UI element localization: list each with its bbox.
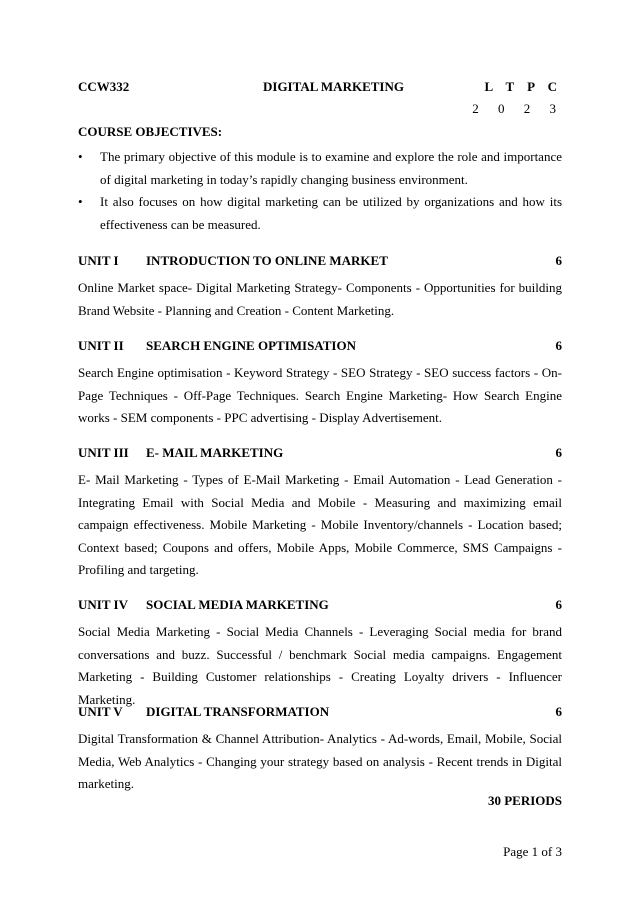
unit-number: UNIT II	[78, 338, 124, 353]
objectives-heading: COURSE OBJECTIVES:	[78, 124, 223, 139]
unit-section	[78, 445, 562, 582]
unit-hours: 6	[555, 704, 562, 719]
objective-text: It also focuses on how digital marketing can be utilized by organizations and how its effectiveness can be measured.	[100, 194, 562, 232]
unit-content: Social Media Marketing - Social Media Channels - Leveraging Social media for brand conversations and buzz. Successful / benchmark Social media campaigns. Engagement Marketing - Building Customer relationships - Creating Loyalty drivers - Influencer Marketing.	[78, 624, 562, 707]
objective-item	[78, 146, 562, 191]
bullet-icon: •	[78, 194, 83, 209]
unit-hours: 6	[555, 253, 562, 268]
page-number: Page 1 of 3	[503, 844, 562, 859]
objective-item	[78, 191, 562, 236]
unit-section	[78, 253, 562, 322]
unit-heading	[78, 597, 562, 615]
bullet-icon: •	[78, 149, 83, 164]
unit-title: SOCIAL MEDIA MARKETING	[146, 597, 329, 612]
course-header	[78, 79, 562, 95]
unit-section	[78, 704, 562, 796]
objectives-list	[78, 146, 562, 236]
unit-heading	[78, 445, 562, 463]
unit-content: Search Engine optimisation - Keyword Strategy - SEO Strategy - SEO success factors - On-Page Techniques - Off-Page Techniques. Search Engine Marketing- How Search Engine works - SEM components - PPC advertising - Display Advertisement.	[78, 365, 562, 425]
unit-hours: 6	[555, 338, 562, 353]
total-periods: 30 PERIODS	[487, 793, 562, 808]
credit-values: 2 0 2 3	[472, 101, 564, 116]
unit-title: SEARCH ENGINE OPTIMISATION	[146, 338, 356, 353]
unit-heading	[78, 338, 562, 356]
objective-text: The primary objective of this module is to examine and explore the role and importance of digital marketing in today’s rapidly changing business environment.	[100, 149, 562, 187]
unit-hours: 6	[555, 445, 562, 460]
unit-number: UNIT III	[78, 445, 129, 460]
unit-heading	[78, 253, 562, 271]
unit-section	[78, 597, 562, 711]
unit-heading	[78, 704, 562, 722]
unit-content: Online Market space- Digital Marketing Strategy- Components - Opportunities for building Brand Website - Planning and Creation - Content Marketing.	[78, 280, 562, 318]
unit-section	[78, 338, 562, 430]
unit-hours: 6	[555, 597, 562, 612]
unit-number: UNIT I	[78, 253, 119, 268]
unit-title: INTRODUCTION TO ONLINE MARKET	[146, 253, 388, 268]
unit-number: UNIT V	[78, 704, 123, 719]
unit-content: E- Mail Marketing - Types of E-Mail Marketing - Email Automation - Lead Generation - Integrating Email with Social Media and Mobile - Measuring and maximizing email campaign effectiveness. Mobile Marketing - Mobile Inventory/channels - Location based; Context based; Coupons and offers, Mobile Apps, Mobile Commerce, SMS Campaigns - Profiling and targeting.	[78, 472, 562, 577]
unit-title: DIGITAL TRANSFORMATION	[146, 704, 330, 719]
course-title: DIGITAL MARKETING	[263, 79, 404, 94]
unit-title: E- MAIL MARKETING	[146, 445, 284, 460]
unit-content: Digital Transformation & Channel Attribution- Analytics - Ad-words, Email, Mobile, Social Media, Web Analytics - Changing your strategy based on analysis - Recent trends in Digital marketing.	[78, 731, 562, 791]
ltpc-label: L T P C	[484, 79, 562, 94]
course-code: CCW332	[78, 79, 130, 94]
unit-number: UNIT IV	[78, 597, 128, 612]
